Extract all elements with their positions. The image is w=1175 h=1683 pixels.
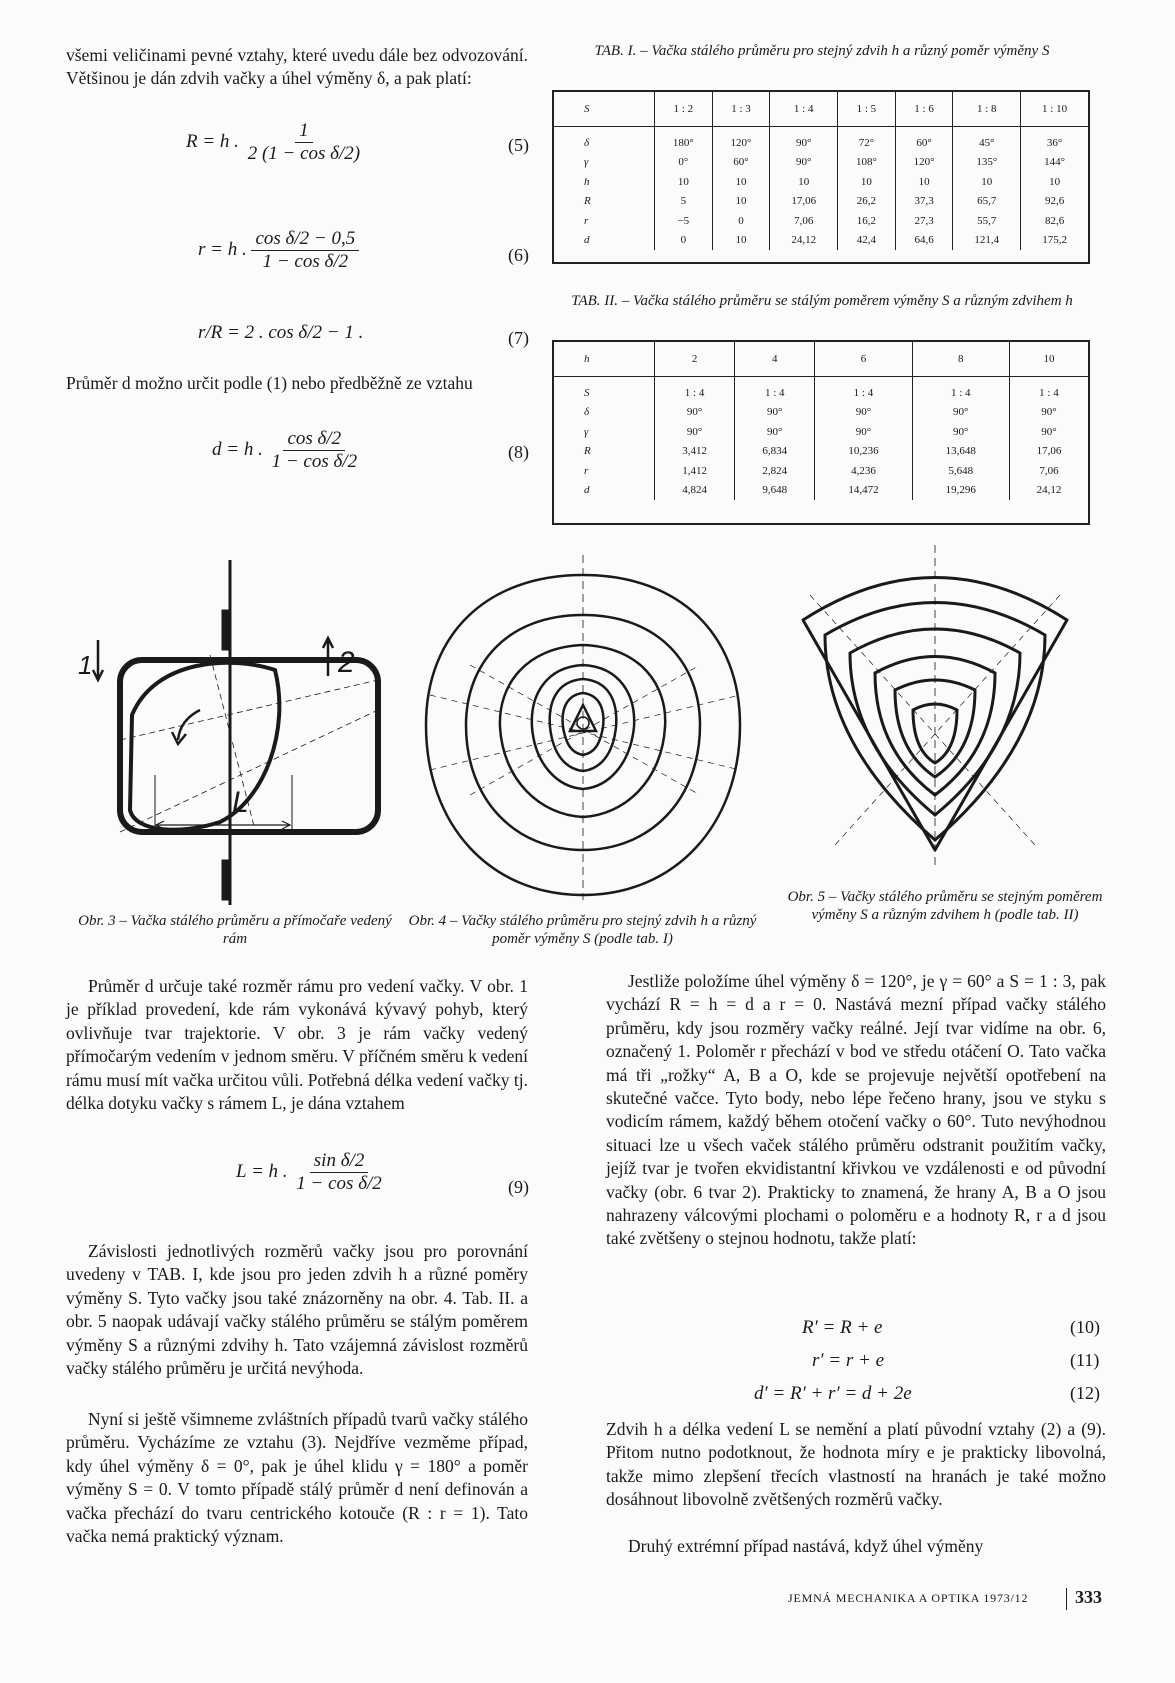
tab1-cell: S bbox=[554, 92, 655, 127]
tab1-cell: 10 bbox=[712, 172, 770, 192]
tab1-cell: 1 : 3 bbox=[712, 92, 770, 127]
tab2-cell: 13,648 bbox=[912, 442, 1009, 462]
right-paragraph-2: Zdvih h a délka vedení L se nemění a platí původní vztahy (2) a (9). Přitom nutno podotknout, že hodnota míry e je prakticky libovolná, takže mimo zlepšení třecích vlastností na hranách je také možno dosáhnout libovolně zvětšených rozměrů vačky. bbox=[606, 1419, 1106, 1510]
tab1-cell: d bbox=[584, 234, 590, 247]
equation-12: d′ = R′ + r′ = d + 2e bbox=[754, 1383, 912, 1404]
eq7-lhs: r/R bbox=[198, 322, 223, 343]
tab2-cell: 90° bbox=[815, 403, 912, 423]
tab1-cell: 82,6 bbox=[1021, 211, 1088, 231]
tab1-cell: 42,4 bbox=[838, 231, 896, 251]
tab1-cell: 0 bbox=[712, 211, 770, 231]
tab2-cell: γ bbox=[584, 425, 589, 438]
tab1-cell: 180° bbox=[655, 127, 713, 153]
left-paragraph-2: Závislosti jednotlivých rozměrů vačky jsou pro porovnání uvedeny v TAB. I, kde jsou pro jeden zdvih h a různé poměry výměny S. Tyto vačky jsou také znázorněny na obr. 4. Tab. II. a obr. 5 naopak udávají vačky stálého průměru se stálým poměrem výměny S a různými zdvihy h. Tato vzájemná závislost rozměrů vačky stálého průměru je určitá nevýhoda. bbox=[66, 1241, 528, 1379]
eq7-number: (7) bbox=[508, 328, 529, 348]
tab1-cell: R bbox=[584, 195, 591, 208]
tab1-cell: 1 : 8 bbox=[953, 92, 1021, 127]
tab1-cell: 55,7 bbox=[953, 211, 1021, 231]
eq5-num: 1 bbox=[295, 120, 313, 143]
tab1-cell: 1 : 2 bbox=[655, 92, 713, 127]
eq5-den: 2 (1 − cos δ/2) bbox=[247, 143, 361, 164]
tab2-cell: 7,06 bbox=[1009, 461, 1088, 481]
tab1 bbox=[552, 90, 1090, 264]
tab1-cell: 90° bbox=[770, 127, 838, 153]
tab2-row bbox=[554, 377, 1088, 403]
tab1-cell: 37,3 bbox=[895, 192, 953, 212]
fig4-drawing bbox=[410, 555, 755, 915]
tab2-cell: d bbox=[584, 484, 590, 497]
tab1-cell: 10 bbox=[838, 172, 896, 192]
tab2 bbox=[552, 340, 1090, 525]
tab2-cell: 2 bbox=[655, 342, 735, 377]
tab1-cell: 120° bbox=[895, 153, 953, 173]
tab1-cell: 65,7 bbox=[953, 192, 1021, 212]
tab1-cell: 0 bbox=[655, 231, 713, 251]
fig3-label-1: 1 bbox=[78, 650, 93, 680]
tab2-cell: 90° bbox=[912, 422, 1009, 442]
tab2-row bbox=[554, 461, 1088, 481]
eq8-den: 1 − cos δ/2 bbox=[271, 451, 358, 472]
tab1-cell: 121,4 bbox=[953, 231, 1021, 251]
tab1-cell: 10 bbox=[1021, 172, 1088, 192]
tab2-cell: 4,236 bbox=[815, 461, 912, 481]
tab1-cell: 17,06 bbox=[770, 192, 838, 212]
tab1-row bbox=[554, 92, 1088, 127]
tab1-row bbox=[554, 172, 1088, 192]
right-paragraph-1: Jestliže položíme úhel výměny δ = 120°, je γ = 60° a S = 1 : 3, pak vychází R = h = d a r = 0. Nastává mezní případ vačky stálého průměru, kdy jsou rozměry vačky reálné. Její tvar vidíme na obr. 6, označený 1. Poloměr r přechází v bod ve středu otáčení O. Tato vačka má tři „rožky“ A, B a O, kde se projevuje největší opotřebení na skutečné vačce. Tyto body, nebo lépe řečeno hrany, jsou ve styku s vodicím rámem, každý během otočení vačky o 60°. Tuto nevýhodnou situaci lze u všech vaček stálého průměru odstranit použitím vačky, jejíž tvar je tvořen ekvidistantní křivkou ve vzdálenosti e od původní vačky (obr. 6 tvar 2). Prakticky to znamená, že hrany A, B a O jsou nahrazeny válcovými plochami o poloměru e a hodnoty R, r a d jsou také zvětšeny o stejnou hodnotu, takže platí: bbox=[606, 971, 1106, 1249]
tab2-caption: TAB. II. – Vačka stálého průměru se stálým poměrem výměny S a různým zdvihem h bbox=[571, 293, 1073, 309]
tab2-cell: 5,648 bbox=[912, 461, 1009, 481]
tab1-cell: 1 : 10 bbox=[1021, 92, 1088, 127]
eq8-number: (8) bbox=[508, 442, 529, 462]
tab1-table bbox=[554, 92, 1088, 250]
fig3-label-2: 2 bbox=[338, 646, 355, 679]
tab1-cell: 27,3 bbox=[895, 211, 953, 231]
tab2-cell: 2,824 bbox=[735, 461, 815, 481]
eq12-number: (12) bbox=[1070, 1383, 1100, 1403]
tab1-cell: 10 bbox=[895, 172, 953, 192]
tab2-cell: S bbox=[584, 386, 590, 399]
tab1-row bbox=[554, 231, 1088, 251]
eq7-rhs: = 2 . cos δ/2 − 1 . bbox=[227, 322, 364, 343]
tab2-cell: 14,472 bbox=[815, 481, 912, 501]
eq6-lhs: r = h . bbox=[198, 238, 247, 260]
tab2-cell: 1,412 bbox=[655, 461, 735, 481]
mid-sentence: Průměr d možno určit podle (1) nebo předběžně ze vztahu bbox=[66, 373, 473, 393]
fig5-drawing bbox=[795, 545, 1095, 870]
tab1-cell: 1 : 4 bbox=[770, 92, 838, 127]
left-paragraph-3: Nyní si ještě všimneme zvláštních případů tvarů vačky stálého průměru. Vycházíme ze vztahu (3). Nejdříve vezměme případ, kdy úhel výměny δ = 0°, pak je úhel klidu γ = 180° a poměr výměny S = 0. V tomto případě stálý průměr d není definován a vačka přechází do tvaru centrického kotouče (R : r = 1). Tato vačka nemá praktický význam. bbox=[66, 1409, 528, 1547]
fig4-caption: Obr. 4 – Vačky stálého průměru pro stejný zdvih h a různý poměr výměny S (podle tab. I) bbox=[408, 913, 757, 947]
tab1-cell: 1 : 6 bbox=[895, 92, 953, 127]
tab1-row bbox=[554, 153, 1088, 173]
tab2-cell: 1 : 4 bbox=[735, 377, 815, 403]
tab2-cell: 90° bbox=[1009, 403, 1088, 423]
fig5-caption: Obr. 5 – Vačky stálého průměru se stejným poměrem výměny S a různým zdvihem h (podle tab. II) bbox=[787, 889, 1103, 923]
page-number: 333 bbox=[1075, 1587, 1102, 1607]
tab1-cell: 90° bbox=[770, 153, 838, 173]
tab2-cell: 90° bbox=[1009, 422, 1088, 442]
tab2-cell: 90° bbox=[655, 422, 735, 442]
equation-5 bbox=[186, 120, 364, 165]
tab1-cell: 135° bbox=[953, 153, 1021, 173]
eq9-lhs: L = h . bbox=[236, 1160, 288, 1182]
tab1-cell: γ bbox=[584, 156, 589, 169]
tab2-cell: 4 bbox=[735, 342, 815, 377]
tab1-cell: 16,2 bbox=[838, 211, 896, 231]
tab2-cell: 1 : 4 bbox=[1009, 377, 1088, 403]
left-paragraph-1: Průměr d určuje také rozměr rámu pro vedení vačky. V obr. 1 je příklad provedení, kde rám vykonává kývavý pohyb, který ovlivňuje tvar trajektorie. V obr. 3 je rám vačky vedený přímočarým vedením v jednom směru. V příčném směru k vedení rámu musí mít vačka určitou vůli. Potřebná délka vedení vačky tj. délka dotyku vačky s rámem L, je dána vztahem bbox=[66, 976, 528, 1114]
tab1-cell: 10 bbox=[953, 172, 1021, 192]
tab1-cell: 10 bbox=[712, 231, 770, 251]
tab1-cell: 60° bbox=[895, 127, 953, 153]
eq8-num: cos δ/2 bbox=[283, 428, 345, 451]
tab1-cell: 36° bbox=[1021, 127, 1088, 153]
tab1-cell: 45° bbox=[953, 127, 1021, 153]
tab1-caption: TAB. I. – Vačka stálého průměru pro stejný zdvih h a různý poměr výměny S bbox=[594, 43, 1050, 59]
journal-footer: JEMNÁ MECHANIKA A OPTIKA 1973/12 bbox=[788, 1591, 1029, 1605]
tab1-cell: 120° bbox=[712, 127, 770, 153]
tab2-row bbox=[554, 342, 1088, 377]
tab2-cell: R bbox=[584, 445, 591, 458]
tab1-cell: −5 bbox=[655, 211, 713, 231]
tab1-cell: 144° bbox=[1021, 153, 1088, 173]
eq9-den: 1 − cos δ/2 bbox=[296, 1173, 382, 1194]
eq9-number: (9) bbox=[508, 1177, 529, 1197]
tab1-row bbox=[554, 192, 1088, 212]
intro-paragraph: všemi veličinami pevné vztahy, které uvedu dále bez odvozování. Většinou je dán zdvih vačky a úhel výměny δ, a pak platí: bbox=[66, 45, 528, 89]
equation-7 bbox=[198, 322, 363, 344]
tab2-row bbox=[554, 481, 1088, 501]
tab1-cell: 60° bbox=[712, 153, 770, 173]
equation-8 bbox=[212, 428, 361, 473]
tab1-cell: 26,2 bbox=[838, 192, 896, 212]
eq5-number: (5) bbox=[508, 135, 529, 155]
tab2-cell: 1 : 4 bbox=[815, 377, 912, 403]
tab2-cell: 9,648 bbox=[735, 481, 815, 501]
tab2-body bbox=[554, 342, 1088, 500]
tab1-cell: 175,2 bbox=[1021, 231, 1088, 251]
equation-10: R′ = R + e bbox=[802, 1317, 883, 1338]
tab1-cell: 10 bbox=[712, 192, 770, 212]
tab2-cell: 10,236 bbox=[815, 442, 912, 462]
tab2-cell: 6,834 bbox=[735, 442, 815, 462]
tab2-cell: 8 bbox=[912, 342, 1009, 377]
fig3-label-L: L bbox=[232, 786, 249, 819]
tab1-cell: 0° bbox=[655, 153, 713, 173]
tab1-cell: 72° bbox=[838, 127, 896, 153]
tab2-row bbox=[554, 403, 1088, 423]
eq6-den: 1 − cos δ/2 bbox=[262, 251, 349, 272]
tab1-body bbox=[554, 92, 1088, 250]
tab1-cell: 108° bbox=[838, 153, 896, 173]
equation-11: r′ = r + e bbox=[812, 1350, 885, 1371]
tab1-row bbox=[554, 127, 1088, 153]
tab2-cell: 1 : 4 bbox=[655, 377, 735, 403]
tab2-table bbox=[554, 342, 1088, 500]
tab2-cell: h bbox=[554, 342, 655, 377]
tab2-cell: 90° bbox=[735, 403, 815, 423]
equation-9 bbox=[236, 1150, 386, 1195]
eq9-num: sin δ/2 bbox=[310, 1150, 369, 1173]
tab1-cell: 1 : 5 bbox=[838, 92, 896, 127]
eq6-num: cos δ/2 − 0,5 bbox=[251, 228, 359, 251]
equation-6 bbox=[198, 228, 359, 273]
eq8-lhs: d = h . bbox=[212, 438, 263, 460]
tab2-cell: 24,12 bbox=[1009, 481, 1088, 501]
tab2-cell: 1 : 4 bbox=[912, 377, 1009, 403]
tab2-cell: 19,296 bbox=[912, 481, 1009, 501]
tab1-cell: 92,6 bbox=[1021, 192, 1088, 212]
tab2-cell: 90° bbox=[735, 422, 815, 442]
tab1-cell: 7,06 bbox=[770, 211, 838, 231]
tab1-cell: 24,12 bbox=[770, 231, 838, 251]
tab1-cell: δ bbox=[584, 136, 590, 149]
tab1-row bbox=[554, 211, 1088, 231]
tab2-cell: 3,412 bbox=[655, 442, 735, 462]
tab2-cell: 90° bbox=[655, 403, 735, 423]
tab2-row bbox=[554, 422, 1088, 442]
tab2-cell: 90° bbox=[815, 422, 912, 442]
tab2-cell: 90° bbox=[912, 403, 1009, 423]
tab2-cell: 4,824 bbox=[655, 481, 735, 501]
tab1-cell: 5 bbox=[655, 192, 713, 212]
tab2-cell: 17,06 bbox=[1009, 442, 1088, 462]
right-paragraph-3: Druhý extrémní případ nastává, když úhel výměny bbox=[628, 1536, 984, 1556]
tab2-cell: 10 bbox=[1009, 342, 1088, 377]
eq11-number: (11) bbox=[1070, 1350, 1100, 1370]
eq10-number: (10) bbox=[1070, 1317, 1100, 1337]
tab2-cell: δ bbox=[584, 406, 590, 419]
tab1-cell: 64,6 bbox=[895, 231, 953, 251]
eq6-number: (6) bbox=[508, 245, 529, 265]
tab2-cell: 6 bbox=[815, 342, 912, 377]
eq5-lhs: R = h . bbox=[186, 130, 239, 152]
tab1-cell: h bbox=[584, 175, 590, 188]
tab1-cell: 10 bbox=[655, 172, 713, 192]
footer-divider bbox=[1066, 1588, 1067, 1610]
tab2-cell: r bbox=[584, 464, 589, 477]
tab1-cell: r bbox=[584, 214, 589, 227]
fig3-caption: Obr. 3 – Vačka stálého průměru a přímočaře vedený rám bbox=[78, 913, 392, 947]
fig3-drawing bbox=[60, 560, 400, 920]
tab1-cell: 10 bbox=[770, 172, 838, 192]
tab2-row bbox=[554, 442, 1088, 462]
